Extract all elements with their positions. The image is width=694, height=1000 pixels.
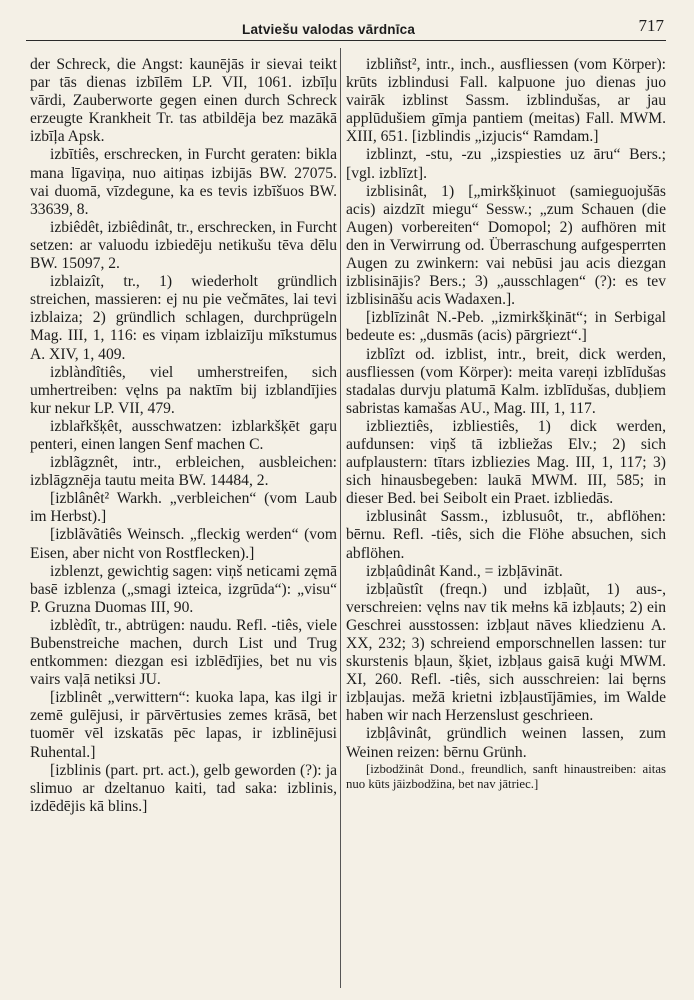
dictionary-entry: [izblinis (part. prt. act.), gelb geworden (?): ja slimuo ar dzeltanuo kaiti, tad saka: izblinis, izdēdējis kā blins.] (30, 761, 337, 815)
dictionary-entry: izblãgznêt, intr., erbleichen, ausbleichen: izblāgznēja tautu meita BW. 14484, 2. (30, 454, 337, 490)
dictionary-entry: izblèdît, tr., abtrügen: naudu. Refl. -tiês, viele Bubenstreiche machen, durch List und Trug entkommen: diezgan esi izblēdījies, bet nu vis vairs vaļā netiksi JU. (30, 616, 337, 689)
page-number: 717 (638, 16, 664, 35)
dictionary-entry: izblusinât Sassm., izblusuôt, tr., abflöhen: bērnu. Refl. -tiês, sich die Flöhe absuchen, sich abflöhen. (346, 508, 666, 562)
dictionary-entry: izbītiês, erschrecken, in Furcht geraten: bikla mana līgaviņa, nuo aitiņas izbijās BW. 27075. vai duomā, vīzdegune, ka es tevis izbīšuos BW. 33639, 8. (30, 146, 337, 218)
dictionary-entry: [izbodžinât Dond., freundlich, sanft hinaustreiben: aitas nuo kūts jāizbodžina, bet nav jātriec.] (346, 761, 666, 792)
dictionary-entry: izblinzt, -stu, -zu „izspiesties uz āru“ Bers.; [vgl. izblīzt]. (346, 146, 666, 182)
dictionary-entry: izblieztiês, izbliestiês, 1) dick werden, aufdunsen: viņš tā izbliežas Elv.; 2) sich aufplaustern: tītars izbliezies Mag. III, 1, 117; 3) sich hinausbegeben: laukā MWM. III, 585; in dieser Bed. bei Seibolt ein Praet. izbliedās. (346, 417, 666, 508)
dictionary-entry: izbliñst², intr., inch., ausfliessen (vom Körper): krūts izblindusi Fall. kalpuone juo dienas juo vairāk izblinst Sassm. izblindušas, ar jau applūdušiem gīmja pantiem (meitas) Fall. MWM. XIII, 651. [izblindis „izjucis“ Ramdam.] (346, 56, 666, 146)
dictionary-entry: izbiêdêt, izbiêdinât, tr., erschrecken, in Furcht setzen: ar valuodu izbiedēju netikušu tēva dēlu BW. 15097, 2. (30, 218, 337, 273)
dictionary-entry: izbļaũstît (freqn.) und izbļaũt, 1) aus-, verschreien: vęlns nav tik mełns kā izbļauts; 2) ein Geschrei ausstossen: izbļaut nāves kliedzienu A. XX, 232; 3) schreiend emporschnellen lassen: tur skurstenis bļaun, šķiet, izbļaus gaisā kuģi MWM. XI, 260. Refl. -tiês, sich ausschreien: lai bęrns izbļaujas. mežā krietni izbļaustījāmies, im Walde haben wir nach Herzenslust geschrieen. (346, 580, 666, 725)
dictionary-entry: izblàndîtiês, viel umherstreifen, sich umhertreiben: vęlns pa naktīm bij izblandījies kur nekur LP. VII, 479. (30, 363, 337, 417)
dictionary-entry: [izblīzinât N.-Peb. „izmirkšķināt“; in Serbigal bedeute es: „dusmās (acis) pārgriezt“.] (346, 309, 666, 345)
dictionary-entry: der Schreck, die Angst: kaunējās ir sievai teikt par tās dienas izbīlēm LP. VII, 1061. izbīļu vārdi, Zauberworte gegen einen durch Schreck erzeugte Krankheit Tr. tas atbildēja bez mazākā izbīļa Apsk. (30, 56, 337, 146)
dictionary-entry: izbļâvinât, gründlich weinen lassen, zum Weinen reizen: bērnu Grünh. (346, 725, 666, 761)
column-divider (340, 48, 341, 988)
page-header (26, 10, 666, 41)
dictionary-entry: izblařkšķêt, ausschwatzen: izblarkšķēt gaŗu penteri, einen langen Senf machen C. (30, 417, 337, 453)
dictionary-entry: izbļaûdinât Kand., = izbļāvināt. (366, 562, 563, 580)
running-title: Latviešu valodas vārdnīca (242, 22, 416, 37)
dictionary-entry: izblaizît, tr., 1) wiederholt gründlich streichen, massieren: ej nu pie večmātes, lai tevi izblaiza; 2) gründlich schlagen, durchprügeln Mag. III, 1, 116: es viņam izblaizīju mīkstumus A. XIV, 1, 409. (30, 273, 337, 363)
dictionary-entry: izblîzt od. izblist, intr., breit, dick werden, ausfliessen (vom Körper): meita vareņi izblīdušas stadalas durvju platumā Kalm. izblīdušas, dubļiem sabristas kamašas AU., Mag. III, 1, 117. (346, 345, 666, 417)
dictionary-entry: [izblãvãtiês Weinsch. „fleckig werden“ (vom Eisen, aber nicht von Rostflecken).] (30, 526, 337, 562)
dictionary-entry: [izblânêt² Warkh. „verbleichen“ (vom Laub im Herbst).] (30, 490, 337, 526)
right-column (346, 56, 666, 792)
dictionary-entry: izblenzt, gewichtig sagen: viņš neticami zęmā basē izblenza („smagi izteica, izgrūda“): „visu“ P. Gruzna Duomas III, 90. (30, 562, 337, 616)
dictionary-entry: [izblinêt „verwittern“: kuoka lapa, kas ilgi ir zemē gulējusi, ir pārvērtusies zemes krāsā, bet tuomēr vēl izskatās pēc lapas, ir izblinējusi Ruhental.] (30, 689, 337, 761)
dictionary-entry: izblisinât, 1) [„mirkšķinuot (samieguojušās acis) aizdzīt miegu“ Sessw.; „zum Schauen (die Augen) vorbereiten“ Domopol; 2) aufhören mit den in Verwirrung od. Überraschung aufgesperrten Augen zu zwinkern: vai nebūsi jau acis diezgan izblisinājis? Bers.; 3) „ausschlagen“ (?): es tev izblisināšu acis Wadaxen.]. (346, 182, 666, 309)
left-column (30, 56, 337, 816)
